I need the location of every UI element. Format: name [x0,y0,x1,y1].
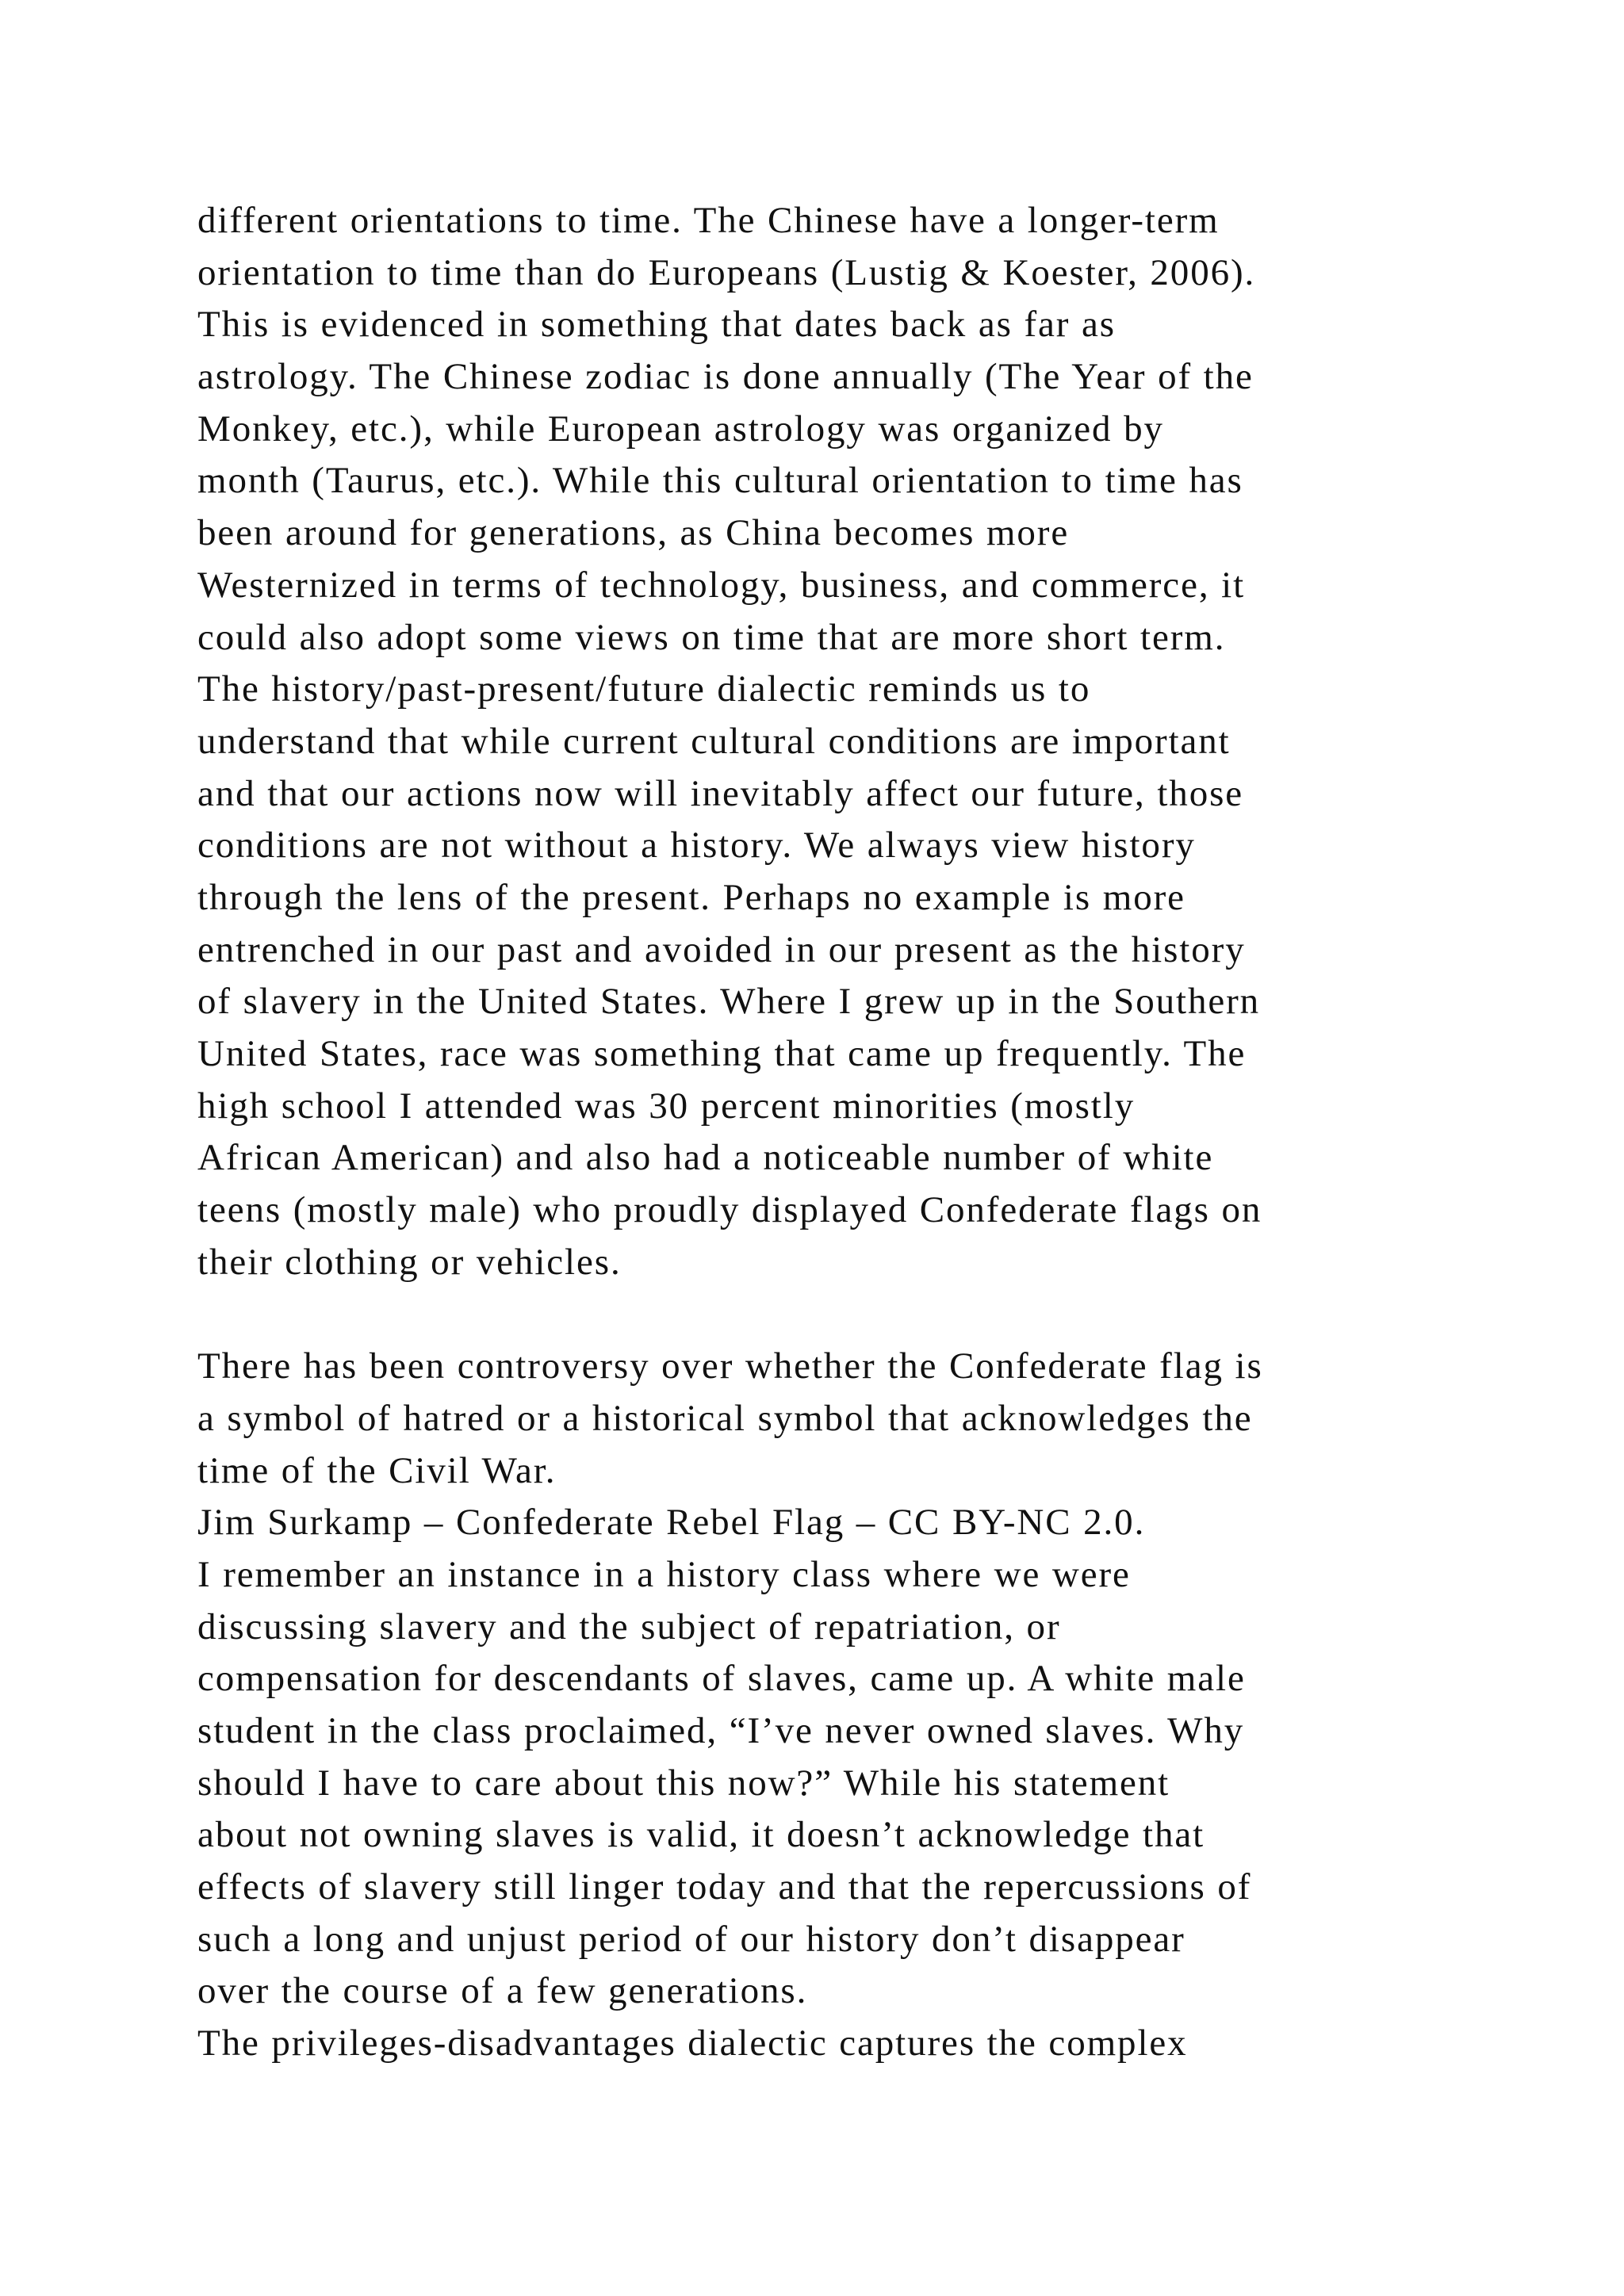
text-line: and that our actions now will inevitably affect our future, those [197,772,1244,814]
text-line: The privileges-disadvantages dialectic captures the complex [197,2022,1188,2064]
text-line: could also adopt some views on time that are more short term. [197,616,1226,658]
text-line: of slavery in the United States. Where I grew up in the Southern [197,981,1261,1023]
image-credit: Jim Surkamp – Confederate Rebel Flag – CC BY-NC 2.0. [197,1502,1146,1544]
text-line: over the course of a few generations. [197,1970,808,2012]
body-text [197,195,1466,2070]
text-line: I remember an instance in a history class where we were [197,1553,1131,1595]
text-line: The history/past-present/future dialectic reminds us to [197,668,1091,710]
text-line: This is evidenced in something that dates back as far as [197,304,1116,346]
text-line: Monkey, etc.), while European astrology was organized by [197,408,1164,450]
text-line: There has been controversy over whether the Confederate flag is [197,1345,1263,1387]
paragraph-break [197,1288,1466,1341]
text-line: student in the class proclaimed, “I’ve never owned slaves. Why [197,1709,1245,1751]
text-line: discussing slavery and the subject of repatriation, or [197,1605,1061,1647]
text-line: understand that while current cultural conditions are important [197,720,1231,762]
text-line: time of the Civil War. [197,1449,557,1491]
text-line: conditions are not without a history. We always view history [197,825,1196,867]
text-line: Westernized in terms of technology, business, and commerce, it [197,564,1246,606]
text-line: compensation for descendants of slaves, came up. A white male [197,1658,1246,1700]
text-line: their clothing or vehicles. [197,1241,622,1283]
text-line: orientation to time than do Europeans (Lustig & Koester, 2006). [197,251,1256,293]
text-line: month (Taurus, etc.). While this cultural orientation to time has [197,460,1243,502]
text-line: such a long and unjust period of our history don’t disappear [197,1918,1185,1960]
text-line: different orientations to time. The Chinese have a longer-term [197,200,1220,241]
text-line: African American) and also had a noticeable number of white [197,1137,1214,1179]
text-line: entrenched in our past and avoided in our present as the history [197,928,1246,970]
text-line: been around for generations, as China becomes more [197,512,1070,554]
text-line: a symbol of hatred or a historical symbol that acknowledges the [197,1397,1253,1439]
text-line: about not owning slaves is valid, it doesn’t acknowledge that [197,1814,1205,1856]
text-line: effects of slavery still linger today and that the repercussions of [197,1866,1252,1908]
text-line: teens (mostly male) who proudly displayed Confederate flags on [197,1189,1262,1231]
text-line: through the lens of the present. Perhaps no example is more [197,876,1185,918]
text-line: should I have to care about this now?” While his statement [197,1762,1170,1804]
text-line: astrology. The Chinese zodiac is done annually (The Year of the [197,356,1254,398]
text-line: high school I attended was 30 percent minorities (mostly [197,1085,1136,1127]
text-line: United States, race was something that came up frequently. The [197,1033,1247,1074]
